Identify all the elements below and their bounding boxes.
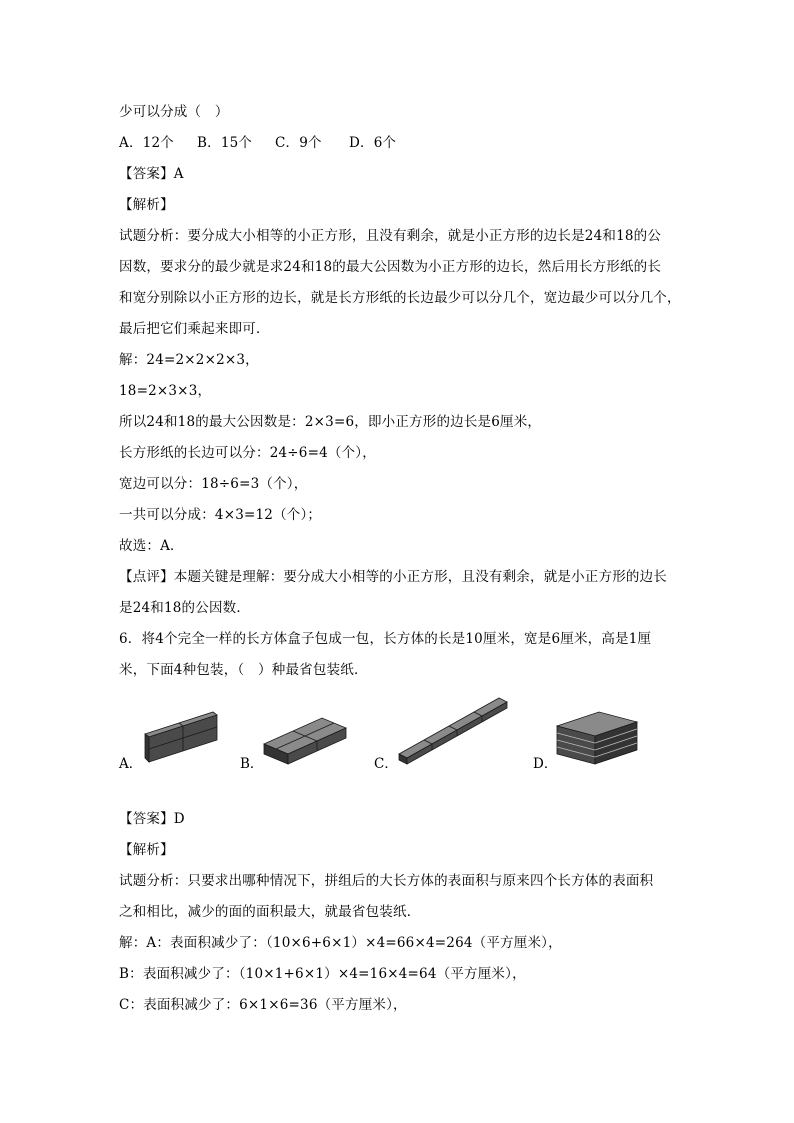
option-c: C．9个: [275, 135, 322, 151]
figure-label-c: C．: [374, 756, 398, 772]
analysis5-line-2: 因数，要求分的最少就是求24和18的最大公因数为小正方形的边长，然后用长方形纸的长: [119, 259, 662, 275]
analysis5-line-3: 和宽分别除以小正方形的边长，就是长方形纸的长边最少可以分几个，宽边最少可以分几个，: [119, 290, 681, 306]
option-a-boxes-image: [141, 706, 221, 772]
figure-label-b: B．: [240, 756, 264, 772]
q6-line-1: 6．将4个完全一样的长方体盒子包成一包，长方体的长是10厘米，宽是6厘米，高是1厘: [119, 631, 652, 647]
solution5-line-5: 宽边可以分：18÷6=3（个），: [119, 476, 308, 492]
solution5-line-6: 一共可以分成：4×3=12（个）；: [119, 507, 322, 523]
packaging-options-figure: [119, 700, 679, 780]
solution6-line-2: B：表面积减少了：（10×1+6×1）×4=16×4=64（平方厘米），: [119, 966, 526, 982]
option-c-boxes-image: [395, 692, 513, 768]
q5-options: [119, 133, 396, 153]
option-d: D．6个: [349, 135, 397, 151]
option-b-boxes-image: [262, 706, 352, 772]
solution5-line-1: 解：24=2×2×2×3，: [119, 352, 259, 368]
option-d-boxes-image: [553, 704, 643, 770]
answer-5: 【答案】A: [119, 166, 184, 182]
option-b: B．15个: [197, 135, 253, 151]
answer-6: 【答案】D: [119, 811, 185, 827]
analysis5-line-4: 最后把它们乘起来即可．: [119, 321, 270, 337]
solution6-line-3: C：表面积减少了：6×1×6=36（平方厘米），: [119, 997, 407, 1013]
analysis5-line-1: 试题分析：要分成大小相等的小正方形，且没有剩余，就是小正方形的边长是24和18的公: [119, 228, 662, 244]
figure-label-d: D．: [533, 756, 558, 772]
analysis6-line-2: 之和相比，减少的面的面积最大，就最省包装纸．: [119, 904, 421, 920]
option-a: A．12个: [119, 135, 174, 151]
solution5-line-2: 18=2×3×3，: [119, 383, 212, 399]
solution5-line-3: 所以24和18的最大公因数是：2×3=6，即小正方形的边长是6厘米，: [119, 414, 542, 430]
q6-line-2: 米，下面4种包装，（ ）种最省包装纸．: [119, 662, 368, 678]
q5-tail: 少可以分成（ ）: [119, 104, 229, 120]
analysis-heading-5: 【解析】: [119, 197, 174, 213]
solution5-line-7: 故选：A．: [119, 538, 184, 554]
solution5-line-4: 长方形纸的长边可以分：24÷6=4（个），: [119, 445, 376, 461]
comment5-line-2: 是24和18的公因数．: [119, 600, 251, 616]
analysis-heading-6: 【解析】: [119, 842, 174, 858]
figure-label-a: A．: [119, 756, 143, 772]
comment5-line-1: 【点评】本题关键是理解：要分成大小相等的小正方形，且没有剩余，就是小正方形的边长: [119, 569, 667, 585]
solution6-line-1: 解：A：表面积减少了：（10×6+6×1）×4=66×4=264（平方厘米），: [119, 935, 562, 951]
analysis6-line-1: 试题分析：只要求出哪种情况下，拼组后的大长方体的表面积与原来四个长方体的表面积: [119, 873, 654, 889]
